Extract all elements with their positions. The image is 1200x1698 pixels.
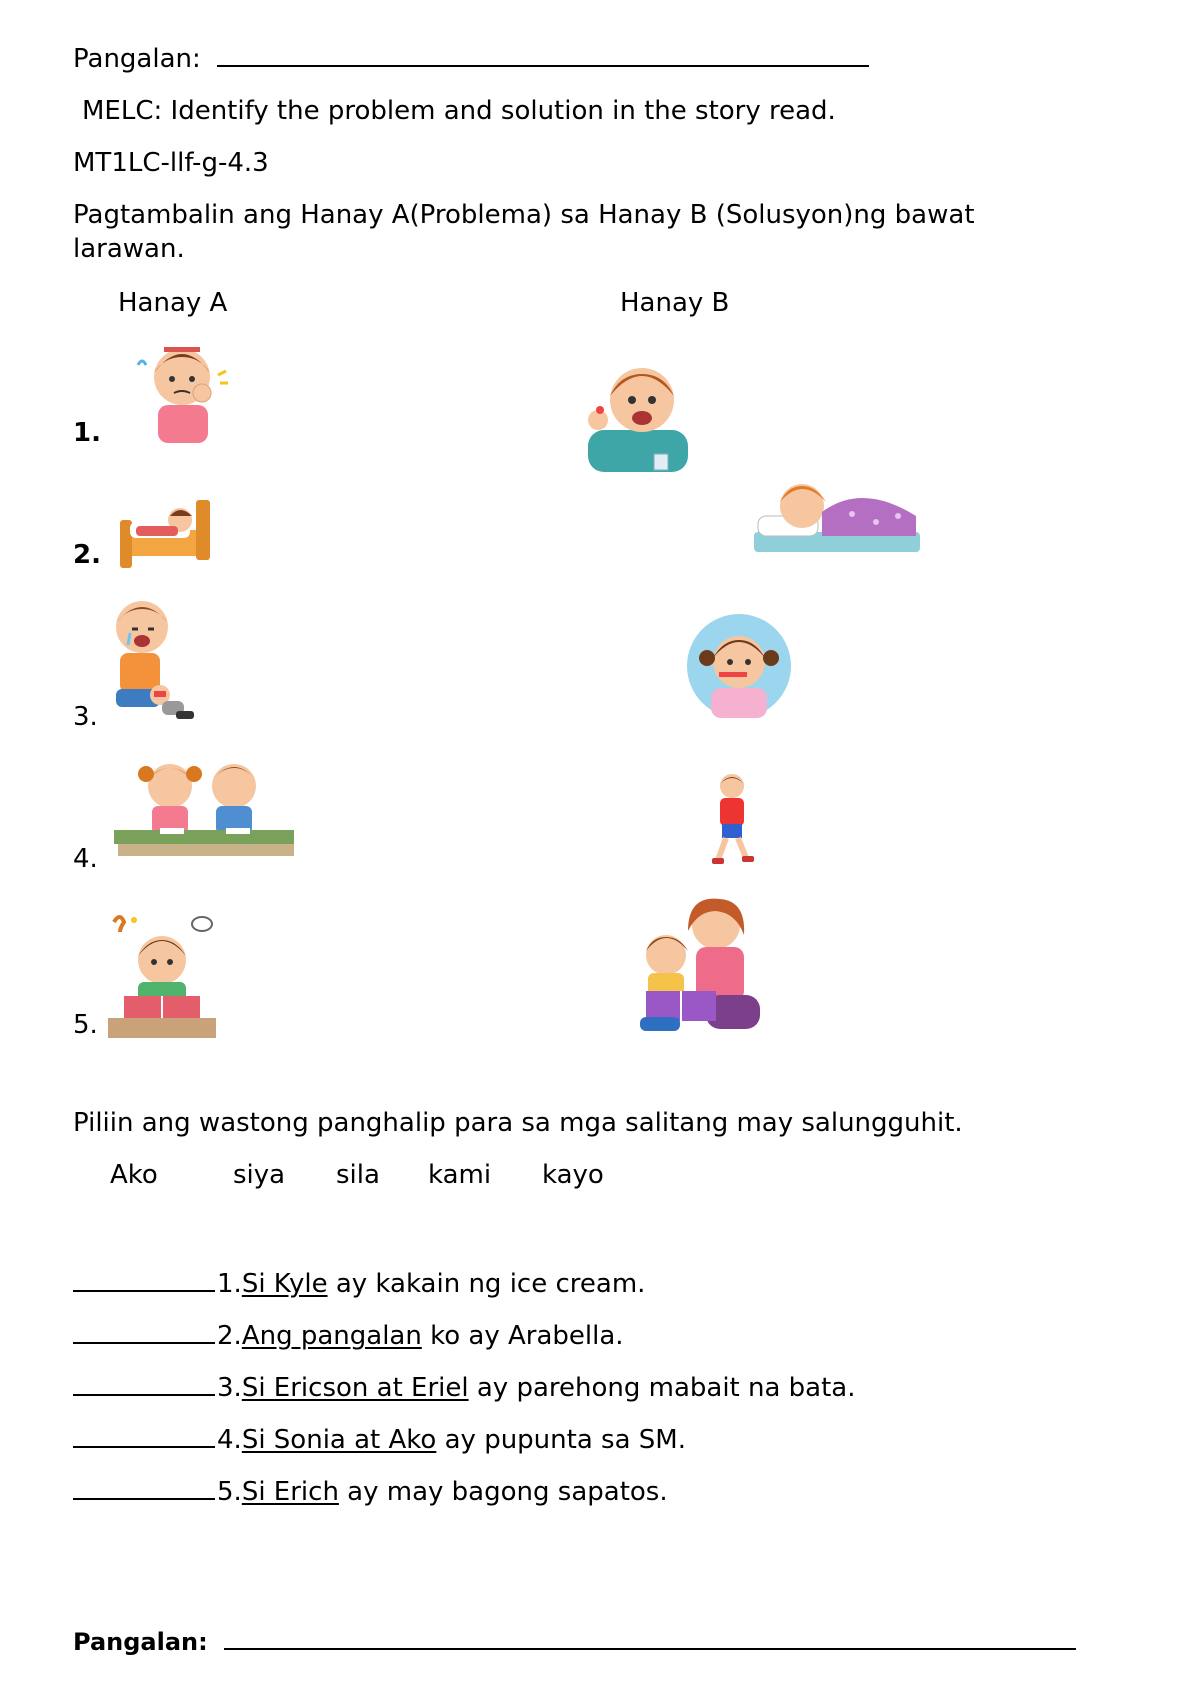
mother-reading-with-child-image [636,895,762,1035]
answer-blank-2[interactable] [73,1316,215,1344]
item-number-1: 1. [73,418,101,448]
item-number: 3. [217,1373,242,1403]
instruction-line-2: larawan. [73,234,185,264]
footer-name-label-text: Pangalan: [73,1628,208,1656]
item-text: ay may bagong sapatos. [338,1477,668,1507]
answer-blank-4[interactable] [73,1420,215,1448]
pronoun-item-5 [73,1472,668,1507]
name-label-text: Pangalan: [73,44,201,74]
item-text: ay pupunta sa SM. [436,1425,686,1455]
underlined-phrase: Si Erich [241,1477,339,1507]
column-a-header: Hanay A [118,288,228,318]
choice-siya: siya [233,1160,286,1190]
answer-blank-1[interactable] [73,1264,215,1292]
pronoun-item-1 [73,1264,645,1299]
answer-blank-5[interactable] [73,1472,215,1500]
item-number: 1. [217,1269,242,1299]
underlined-phrase: Si Sonia at Ako [241,1425,437,1455]
item-text: ay parehong mabait na bata. [468,1373,856,1403]
choice-sila: sila [336,1160,380,1190]
choice-ako: Ako [110,1160,158,1190]
name-field-line[interactable] [217,65,869,67]
underlined-phrase: Si Ericson at Eriel [241,1373,469,1403]
answer-blank-3[interactable] [73,1368,215,1396]
item-number-3: 3. [73,702,98,732]
pronoun-item-3 [73,1368,856,1403]
underlined-phrase: Ang pangalan [241,1321,422,1351]
item-number: 4. [217,1425,242,1455]
crying-boy-hurt-knee-image [102,595,197,725]
item-number-4: 4. [73,844,98,874]
confused-boy-reading-image [104,910,219,1040]
competency-code: MT1LC-llf-g-4.3 [73,148,269,178]
footer-name-label [73,1628,1076,1656]
boy-walking-image [708,772,758,870]
pronoun-item-2 [73,1316,624,1351]
child-sleeping-image [752,472,922,560]
item-number-5: 5. [73,1010,98,1040]
column-b-header: Hanay B [620,288,730,318]
footer-name-field-line[interactable] [224,1648,1076,1650]
item-number: 5. [217,1477,242,1507]
item-number-2: 2. [73,540,101,570]
children-thinking-at-desk-image [108,752,298,862]
boy-taking-medicine-image [578,360,696,472]
toothache-girl-image [130,335,240,445]
choice-kami: kami [428,1160,492,1190]
underlined-phrase: Si Kyle [241,1269,328,1299]
choice-kayo: kayo [542,1160,604,1190]
instruction-line-1: Pagtambalin ang Hanay A(Problema) sa Hanay B (Solusyon)ng bawat [73,200,975,230]
item-text: ay kakain ng ice cream. [327,1269,646,1299]
pronoun-item-4 [73,1420,686,1455]
girl-brushing-teeth-image [683,610,795,722]
pronoun-instruction: Piliin ang wastong panghalip para sa mga salitang may salungguhit. [73,1108,963,1138]
name-label [73,44,869,74]
item-number: 2. [217,1321,242,1351]
sick-child-in-bed-image [116,490,216,570]
melc-text: MELC: Identify the problem and solution in the story read. [82,96,836,126]
item-text: ko ay Arabella. [421,1321,624,1351]
